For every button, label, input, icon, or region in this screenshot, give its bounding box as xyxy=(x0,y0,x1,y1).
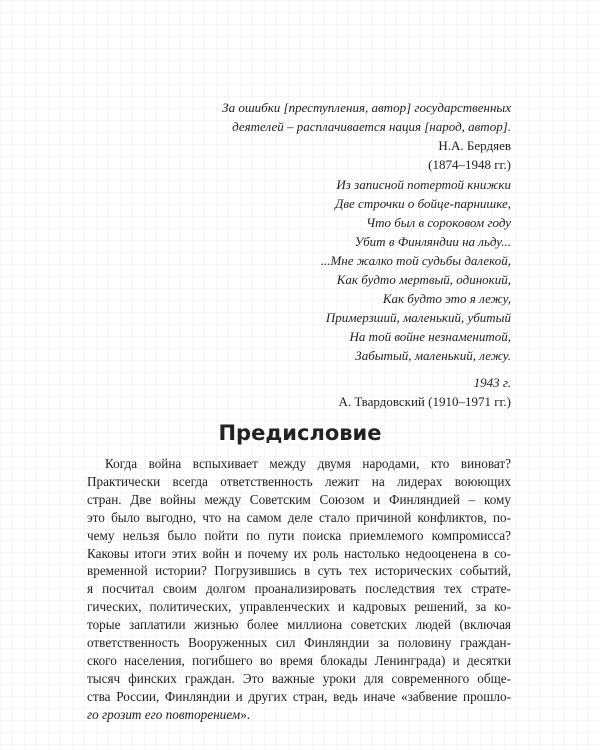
epigraph-line: За ошибки [преступления, автор] государственных xyxy=(222,100,511,115)
body-line: стран. Две войны между Советским Союзом и Финляндией – кому xyxy=(87,491,511,507)
body-line: ства России, Финляндии и других стран, ведь иначе «забвение прошло- xyxy=(87,688,511,704)
body-quote-italic: го грозит его повторением xyxy=(87,706,241,722)
preface-body xyxy=(87,455,511,724)
body-quote-end: ». xyxy=(240,706,251,722)
body-line: чему нельзя было пойти по пути поиска приемлемого компромисса? xyxy=(87,527,511,543)
poem-line: Забытый, маленький, лежу. xyxy=(355,348,511,363)
poem-line: На той войне незнаменитой, xyxy=(349,329,511,344)
epigraph-line: деятелей – расплачивается нация [народ, автор]. xyxy=(232,119,511,134)
section-heading: Предисловие xyxy=(218,421,382,445)
poem-line: Как будто это я лежу, xyxy=(382,291,511,306)
poem-line: Из записной потертой книжки xyxy=(336,177,511,192)
poem-line: Примерзший, маленький, убитый xyxy=(325,310,511,325)
body-line: тысяч финских граждан. Это важные уроки для современного обще- xyxy=(87,670,511,686)
body-line: Каковы итоги этих войн и почему их роль настолько недооценена в со- xyxy=(87,545,511,561)
poem-date: 1943 г. xyxy=(473,375,511,390)
epigraph-tvardovsky xyxy=(321,175,511,411)
poem-line: Убит в Финляндии на льду... xyxy=(354,234,511,249)
poem-line: Две строчки о бойце-парнишке, xyxy=(335,196,511,211)
body-line-last xyxy=(87,706,511,724)
epigraph-author: Н.А. Бердяев xyxy=(438,138,511,153)
epigraph-berdyaev xyxy=(222,98,511,174)
body-line: Когда война вспыхивает между двумя народами, кто виноват? xyxy=(105,456,511,471)
body-line: временной истории? Погрузившись в суть тех исторических событий, xyxy=(87,563,511,579)
poem-line: ...Мне жалко той судьбы далекой, xyxy=(320,253,511,268)
body-line: это было выгодно, что на самом деле стало причиной конфликтов, по- xyxy=(87,509,511,525)
body-line: ского населения, погибшего во время блокады Ленинграда) и десятки xyxy=(87,652,511,668)
poem-line: Что был в сороковом году xyxy=(366,215,511,230)
poem-author: А. Твардовский (1910–1971 гг.) xyxy=(338,394,511,409)
poem-line: Как будто мертвый, одинокий, xyxy=(336,272,511,287)
body-line: Практически всегда ответственность лежит на лидерах воюющих xyxy=(87,473,511,489)
body-line: гических, политических, управленческих и кадровых решений, за ко- xyxy=(87,599,511,615)
epigraph-author-years: (1874–1948 гг.) xyxy=(428,157,511,172)
body-line: торые заплатили жизнью более миллиона советских людей (включая xyxy=(87,617,511,633)
body-line: ответственность Вооруженных сил Финляндии за половину граждан- xyxy=(87,635,511,651)
body-line: я посчитал своим долгом проанализировать последствия тех страте- xyxy=(87,581,511,597)
